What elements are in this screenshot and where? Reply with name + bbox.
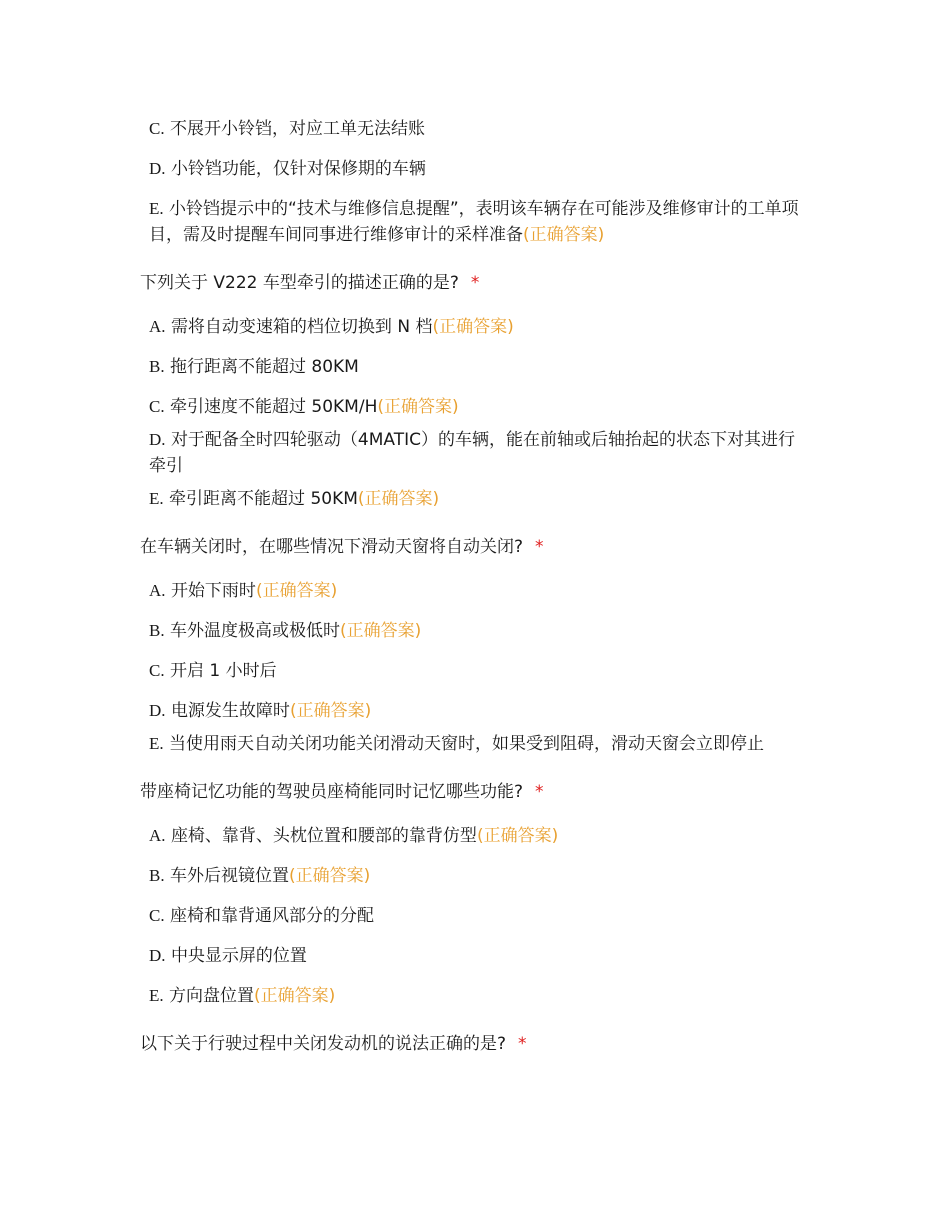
correct-answer-label: (正确答案) [476, 826, 559, 846]
option-e[interactable]: E. 当使用雨天自动关闭功能关闭滑动天窗时，如果受到阻碍，滑动天窗会立即停止 [149, 734, 765, 754]
option-a[interactable]: A. 需将自动变速箱的档位切换到 N 档(正确答案) [149, 317, 514, 337]
option-b[interactable]: B. 车外温度极高或极低时(正确答案) [149, 621, 422, 641]
option-c[interactable]: C. 开启 1 小时后 [149, 661, 277, 681]
option-d[interactable]: D. 对于配备全时四轮驱动（4MATIC）的车辆，能在前轴或后轴抬起的状态下对其进行牵引 [149, 430, 795, 476]
correct-answer-label: (正确答案) [254, 986, 336, 1006]
correct-answer-label: (正确答案) [357, 489, 440, 509]
question-block-4 [140, 1031, 820, 1057]
option-e[interactable]: E. 小铃铛提示中的“技术与维修信息提醒”，表明该车辆存在可能涉及维修审计的工单项目，需及时提醒车间同事进行维修审计的采样准备(正确答案) [149, 199, 799, 245]
correct-answer-label: (正确答案) [377, 397, 459, 417]
option-b[interactable]: B. 拖行距离不能超过 80KM [149, 357, 359, 377]
correct-answer-label: (正确答案) [289, 866, 371, 886]
required-mark: * [518, 1034, 527, 1054]
correct-answer-label: (正确答案) [255, 581, 338, 601]
option-e[interactable]: E. 方向盘位置(正确答案) [149, 986, 336, 1006]
option-d[interactable]: D. 小铃铛功能，仅针对保修期的车辆 [149, 159, 426, 179]
correct-answer-label: (正确答案) [340, 621, 422, 641]
question-block-3 [140, 779, 820, 1009]
question-title: 以下关于行驶过程中关闭发动机的说法正确的是? * [140, 1034, 527, 1054]
question-block-2 [140, 534, 820, 757]
correct-answer-label: (正确答案) [289, 701, 372, 721]
option-b[interactable]: B. 车外后视镜位置(正确答案) [149, 866, 371, 886]
survey-content [140, 116, 820, 1075]
required-mark: * [470, 273, 480, 293]
option-a[interactable]: A. 座椅、靠背、头枕位置和腰部的靠背仿型(正确答案) [149, 826, 559, 846]
question-block-1 [140, 270, 820, 512]
correct-answer-label: (正确答案) [432, 317, 514, 337]
correct-answer-label: (正确答案) [523, 225, 605, 245]
question-title: 在车辆关闭时，在哪些情况下滑动天窗将自动关闭? * [140, 537, 544, 557]
option-c[interactable]: C. 不展开小铃铛，对应工单无法结账 [149, 119, 425, 139]
option-a[interactable]: A. 开始下雨时(正确答案) [149, 581, 338, 601]
option-d[interactable]: D. 中央显示屏的位置 [149, 946, 307, 966]
option-e[interactable]: E. 牵引距离不能超过 50KM(正确答案) [149, 489, 440, 509]
option-c[interactable]: C. 牵引速度不能超过 50KM/H(正确答案) [149, 397, 459, 417]
option-d[interactable]: D. 电源发生故障时(正确答案) [149, 701, 372, 721]
question-title: 下列关于 V222 车型牵引的描述正确的是? * [140, 273, 480, 293]
required-mark: * [535, 537, 544, 557]
option-c[interactable]: C. 座椅和靠背通风部分的分配 [149, 906, 374, 926]
question-block-0 [140, 116, 820, 248]
required-mark: * [535, 782, 544, 802]
question-title: 带座椅记忆功能的驾驶员座椅能同时记忆哪些功能? * [140, 782, 544, 802]
